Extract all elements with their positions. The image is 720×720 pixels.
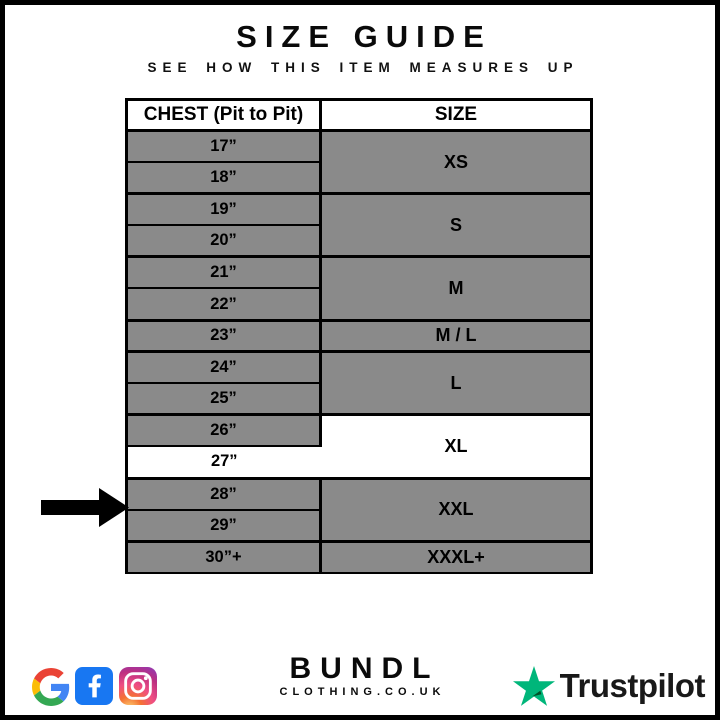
chest-cell: 25” xyxy=(127,383,321,415)
size-table xyxy=(125,98,593,574)
chest-cell: 28” xyxy=(127,478,321,510)
page-title: SIZE GUIDE xyxy=(236,19,492,54)
table-row xyxy=(127,320,592,352)
chest-cell: 20” xyxy=(127,225,321,257)
chest-column-header: CHEST (Pit to Pit) xyxy=(127,100,321,131)
table-row xyxy=(127,415,592,447)
table-row xyxy=(127,194,592,226)
brand-name: BUNDL xyxy=(289,652,440,685)
size-cell: S xyxy=(321,194,592,257)
chest-cell: 27” xyxy=(127,446,321,478)
size-cell: M xyxy=(321,257,592,320)
table-row xyxy=(127,352,592,384)
brand-domain: CLOTHING.CO.UK xyxy=(279,686,446,698)
size-table-body xyxy=(127,131,592,573)
trustpilot-wordmark: Trustpilot xyxy=(559,666,705,704)
chest-cell: 22” xyxy=(127,288,321,320)
size-cell: XS xyxy=(321,131,592,194)
size-cell: XL xyxy=(321,415,592,478)
chest-cell: 19” xyxy=(127,194,321,226)
chest-cell: 21” xyxy=(127,257,321,289)
chest-cell: 23” xyxy=(127,320,321,352)
table-header-row xyxy=(127,100,592,131)
size-cell: M / L xyxy=(321,320,592,352)
chest-cell: 26” xyxy=(127,415,321,447)
chest-cell: 18” xyxy=(127,162,321,194)
trustpilot-star-icon xyxy=(513,665,555,706)
table-row xyxy=(127,131,592,163)
table-row xyxy=(127,478,592,510)
pointer-arrow-icon xyxy=(41,488,129,527)
table-row xyxy=(127,541,592,573)
chest-cell: 17” xyxy=(127,131,321,163)
chest-cell: 30”+ xyxy=(127,541,321,573)
size-cell: XXXL+ xyxy=(321,541,592,573)
page-subtitle: SEE HOW THIS ITEM MEASURES UP xyxy=(147,60,579,75)
chest-cell: 29” xyxy=(127,510,321,542)
table-row xyxy=(127,257,592,289)
size-column-header: SIZE xyxy=(321,100,592,131)
trustpilot-logo xyxy=(513,665,705,706)
size-cell: L xyxy=(321,352,592,415)
size-cell: XXL xyxy=(321,478,592,541)
chest-cell: 24” xyxy=(127,352,321,384)
